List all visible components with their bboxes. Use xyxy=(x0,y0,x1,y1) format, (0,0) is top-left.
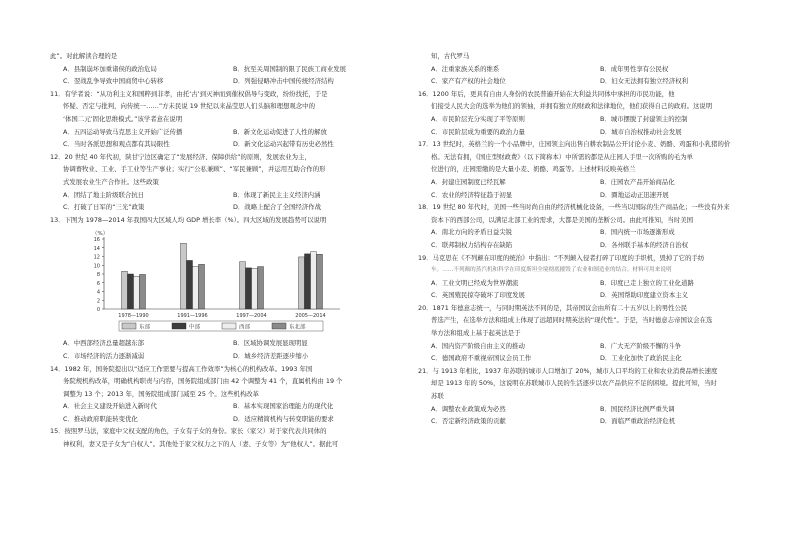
y-tick-label: 0 xyxy=(96,307,100,314)
bar xyxy=(240,262,246,309)
q13-options-row xyxy=(50,337,390,350)
legend-swatch xyxy=(222,323,236,329)
q15-options-row xyxy=(418,63,756,76)
option: D．英国帮助印度建立资本主义 xyxy=(600,291,688,300)
q17-options-row xyxy=(418,189,756,202)
option: D．城乡经济差距逐步缩小 xyxy=(233,351,309,360)
option: C．德国政府不重视帝国议会员工作 xyxy=(431,354,532,363)
option: D．各州联手基本的经济自治权 xyxy=(600,240,688,249)
bar xyxy=(187,261,193,310)
option: C．打破了日军的“三光”政策 xyxy=(63,203,145,212)
option: B．庄园农产品开始商品化 xyxy=(600,177,675,186)
y-tick-label: 16 xyxy=(93,237,100,244)
q16-options-row xyxy=(418,113,756,126)
x-category-label: 2005—2014 xyxy=(295,313,326,320)
bar xyxy=(252,269,258,310)
option: C．当时各派思想和观点都有其局限性 xyxy=(63,140,170,149)
option: D．妇女无法拥有独立经济权利 xyxy=(600,77,688,86)
q20-stem-line: 举方法和组成上基于起英法是于 xyxy=(431,329,521,338)
q20-stem-line: 20．1871 年德意志统一，与同时期英法不同的是，其帝国议会由所有二十五岁以上的男性公民 xyxy=(418,303,688,312)
bar xyxy=(246,268,252,309)
y-tick-label: 2 xyxy=(96,298,100,305)
bar xyxy=(193,267,199,309)
q10-options-row xyxy=(50,75,390,88)
option: C．市民阶层成为重要的政治力量 xyxy=(431,127,525,136)
option: D．适应精简机构与转变职能的要求 xyxy=(233,414,334,423)
bar xyxy=(128,274,134,309)
q19-options-row xyxy=(418,289,756,302)
q16-stem-line: 16．1200 年后，更具有自由人身份的农民普遍开始在大利益共同体中承担的市民功能，他 xyxy=(418,89,675,98)
option: A．工业文明已经成为世界潮流 xyxy=(431,278,519,287)
q13-stem-line: 13．下图为 1978—2014 年我国四大区域人均 GDP 增长率（%）。四大区域的发展趋势可以说明 xyxy=(50,215,327,224)
q12-stem-line: 协调畜牧业、工业、手工业等生产事业；实行“公私兼顾”、“军民兼顾”，并运用互助合作的形 xyxy=(63,165,326,174)
q20-options-row xyxy=(418,352,756,365)
option: B．新文化运动促进了人性的解放 xyxy=(233,127,327,136)
option: B．体现了新民主主义经济内涵 xyxy=(233,190,321,199)
y-tick-label: 12 xyxy=(93,254,100,261)
q11-options-row xyxy=(50,138,390,151)
q17-stem-line: 位进行的，庄园需缴的是大量小麦、奶酪、鸡蛋等。上述材料反映英格兰 xyxy=(431,165,636,174)
q18-options-row xyxy=(418,226,756,239)
q17-stem-line: 17．13 世纪时，英格兰的一个小品牌中，庄园领主向出售自耕农制品公开讨论小麦、奶酪、鸡蛋和小乳猪的价 xyxy=(418,140,731,149)
option: A．团结了地主阶级联合抗日 xyxy=(63,190,145,199)
option: A．社会主义建设开始进入新时代 xyxy=(63,402,157,411)
q13-options-row xyxy=(50,350,390,363)
right-column xyxy=(418,50,756,428)
x-category-label: 1991—1996 xyxy=(177,313,208,320)
option: C．英国殖民掠夺破坏了印度发展 xyxy=(431,291,525,300)
y-axis-unit-label: （%） xyxy=(92,231,109,238)
q17-options-row xyxy=(418,176,756,189)
q12-stem-line: 12．20 世纪 40 年代初，陕甘宁边区确定了“发展经济、保障供给”的原则，发展农业为主， xyxy=(50,152,311,161)
legend-label: 东北部 xyxy=(289,324,306,331)
q18-stem-line: 18．19 世纪 80 年代时，美国一些当时尚自由的经济机械化设备，一些当以国际的生产商品化；一些没有外来 xyxy=(418,203,730,212)
y-tick-label: 14 xyxy=(93,246,100,253)
q11-stem-line: 11．有学者说：“从功利主义和国粹到非孝，由托‘古’到灭神而到催权倡导与变政，纷纷找托，于是 xyxy=(50,89,328,98)
q15-stem-line: 15．按照罗马法，家庭中父权支配的角色，子女有子女的身份。家长（家父）对于家代表共同体的 xyxy=(50,427,327,436)
gdp-growth-chart xyxy=(50,227,390,337)
bar xyxy=(181,244,187,310)
option: B．印度已走上独立的工业化道路 xyxy=(600,278,694,287)
bar xyxy=(122,272,128,310)
q21-options-row xyxy=(418,403,756,416)
option: D．战略上配合了全国经济作战 xyxy=(233,203,321,212)
legend-label: 中部 xyxy=(189,324,201,331)
option: D．列强侵略冲击中国传统经济结构 xyxy=(233,77,334,86)
q14-options-row xyxy=(50,413,390,426)
q21-stem-line: 苏联 xyxy=(431,392,444,401)
option: D．工业化加快了政治民主化 xyxy=(600,354,682,363)
q14-options-row xyxy=(50,400,390,413)
q16-options-row xyxy=(418,126,756,139)
option: B．成年男性享有公民权 xyxy=(600,64,669,73)
option: B．基本实现国家治理能力的现代化 xyxy=(233,402,334,411)
option: A．封建庄园制度已经瓦解 xyxy=(431,177,506,186)
x-category-label: 1997—2004 xyxy=(236,313,267,320)
q21-options-row xyxy=(418,415,756,428)
q11-stem-line: 怀疑、否定与批判，向传统一……”方未民说 19 世纪以来晶莹思人们头脑和理想观念中的 xyxy=(63,102,315,111)
question-intro-line: 此”。对此解读合理的是 xyxy=(50,52,118,60)
option: A．调整农业政策成为必然 xyxy=(431,404,506,413)
option: A．南北方向的矛盾日益尖锐 xyxy=(431,228,513,237)
y-tick-label: 10 xyxy=(93,263,100,270)
bar xyxy=(140,275,146,310)
q14-stem-line: 14．1982 年，国务院提出以“适应工作需要与提高工作效率”为核心的机构改革。1993 年国 xyxy=(50,364,313,373)
option: A．县制崩坏加重诸侯的政治危局 xyxy=(63,64,157,73)
option: B．城市摆脱了封建领主的控制 xyxy=(600,114,688,123)
option: D．新文化运动兴起带有历史必然性 xyxy=(233,140,334,149)
bar xyxy=(311,252,317,309)
q10-options-row xyxy=(50,63,390,76)
option: C．市场经济的活力逐渐减弱 xyxy=(63,351,145,360)
q12-options-row xyxy=(50,189,390,202)
option: C．联邦制权力结构存在缺陷 xyxy=(431,240,513,249)
q19-stem-line: 车。……不列颠的蒸汽机和科学在印度斯坦全境彻底摧毁了农业和制造业的结合。材料可用来说明 xyxy=(431,267,672,274)
legend-swatch xyxy=(272,323,286,329)
option: C．农业的经济特征趋于初显 xyxy=(431,190,513,199)
q11-options-row xyxy=(50,126,390,139)
bar xyxy=(317,255,323,310)
option: A．中西部经济总量超越东部 xyxy=(63,339,145,348)
option: D．城市自治权推动社会发展 xyxy=(600,127,682,136)
q15-stem-continuation: 知，古代罗马 xyxy=(431,52,470,60)
q12-stem-line: 式发展农业生产合作社。这些政策 xyxy=(63,177,159,186)
q14-stem-line: 调整为 13 个；2013 年，国务院组成部门减至 25 个。这些机构改革 xyxy=(63,389,260,398)
q19-options-row xyxy=(418,277,756,290)
q19-stem-line: 19．马克思在《不列颠在印度的统治》中指出：“不列颠入侵者打碎了印度的手织机，毁掉了它的手纺 xyxy=(418,253,705,262)
option: A．国内资产阶级自由主义的推动 xyxy=(431,341,525,350)
option: B．区域协调发展显现明显 xyxy=(233,339,308,348)
bar xyxy=(299,257,305,309)
bar xyxy=(199,265,205,310)
option: B．抗至关周国制的限了民族工商业发展 xyxy=(233,64,347,73)
legend-swatch xyxy=(172,323,186,329)
option: D．面临严重政治经济危机 xyxy=(600,417,676,426)
legend-label: 东部 xyxy=(139,324,151,331)
left-column xyxy=(50,50,390,451)
option: C．翌战乱争导致中国商贸中心转移 xyxy=(63,77,164,86)
option: B．国内统一市场逐渐形成 xyxy=(600,228,675,237)
q11-stem-line: ‘体国二元’固化思维模式。”该学者意在说明 xyxy=(63,114,183,123)
q15-stem-line: 神权利，妻又是子女为“自权人”。其他处于家父权力之下的人（妻、子女等）为“他权人”。据此可 xyxy=(63,440,339,449)
bar xyxy=(258,267,264,309)
q12-options-row xyxy=(50,201,390,214)
q15-options-row xyxy=(418,75,756,88)
legend-swatch xyxy=(122,323,136,329)
bar xyxy=(134,277,140,310)
q14-stem-line: 务院规机构改革，明确机构职责与内容，国务院组成部门由 42 个调整为 41 个，直属机构由 19 个 xyxy=(63,377,343,386)
q20-stem-line: 普选产生，在选举方法和组成上体现了远超同时期英法的“现代性”。于是，当时德意志帝国议会在选 xyxy=(431,316,713,325)
option: C．家产有产权的社会地位 xyxy=(431,77,506,86)
q21-stem-line: 却是 1913 年的 50%，这说明在苏联城市人民的生活逐步以农产品供应不足的困境。提此可知，当时 xyxy=(431,379,717,388)
y-tick-label: 8 xyxy=(96,272,100,279)
y-tick-label: 4 xyxy=(96,289,100,296)
q21-stem-line: 21．与 1913 年相比，1937 年苏联的城市人口增加了 20%，城市人口平均的工业和农业消费品增长速度 xyxy=(418,366,718,375)
q18-stem-line: 资本下的西部公司，以满足北部工业的需求，大都是美国的垄断公司。由此可推知，当时美国 xyxy=(431,215,694,224)
bar-chart-svg xyxy=(70,227,360,337)
option: A．注重家族关系的维系 xyxy=(431,64,500,73)
x-category-label: 1978—1990 xyxy=(118,313,149,320)
y-tick-label: 6 xyxy=(96,281,100,288)
option: A．五四运动导致马克思主义开始广泛传播 xyxy=(63,127,183,136)
q18-options-row xyxy=(418,239,756,252)
q17-stem-line: 格。无法有拥，《国庄型财政费》（以下简称本）中所需的都是从庄园人手里一次所购的毛为单 xyxy=(431,152,694,161)
q20-options-row xyxy=(418,340,756,353)
option: D．圈地运动正迅速开展 xyxy=(600,190,669,199)
option: B．广大无产阶级不懈的斗争 xyxy=(600,341,682,350)
option: A．市民阶层充分实现了平等原则 xyxy=(431,114,525,123)
option: C．推动政府职能转变优化 xyxy=(63,414,138,423)
bar xyxy=(305,254,311,309)
option: B．国民经济比例严重失调 xyxy=(600,404,675,413)
q16-stem-line: 们接受人民大会的选举为他们的领袖，并拥有独立的财政和法律地位，他们获得自己的政府。这说明 xyxy=(431,102,713,111)
legend-label: 西部 xyxy=(239,324,251,331)
option: C．否定新经济政策的贡献 xyxy=(431,417,506,426)
